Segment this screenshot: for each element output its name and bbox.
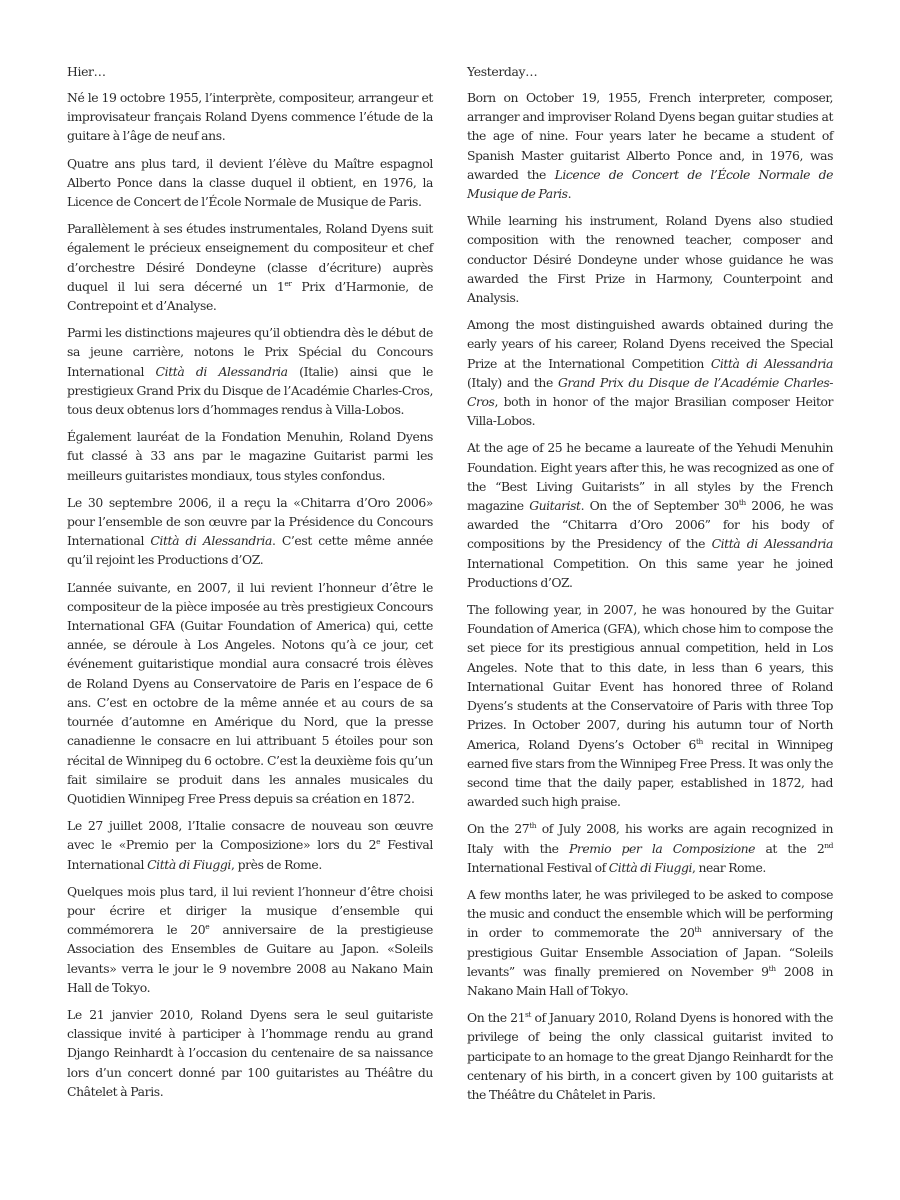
text-run: anniversary of the prestigious Guitar Ensemble Association of Japan. “Soleils levants” was finally premiered on November 9 [467,925,833,979]
text-run: (Italie) ainsi que le prestigieux Grand Prix du Disque de l’Académie Charles-Cros, tous deux obtenus lors d’hommages rendus à Villa-Lobos. [67,363,433,418]
paragraph [67,882,433,997]
italic-text: Città di Alessandria [710,355,833,371]
superscript: e [205,922,210,932]
text-run: anniversaire de la prestigieuse Association des Ensembles de Guitare au Japon. «Soleils levants» verra le jour le 9 novembre 2008 au Nakano Main Hall de Tokyo. [67,922,433,995]
paragraph [467,1008,833,1104]
french-column [67,62,433,1109]
paragraph [467,438,833,592]
text-run: 2008 in Nakano Main Hall of Tokyo. [467,963,833,998]
text-run: Le 27 juillet 2008, l’Italie consacre de nouveau son œuvre avec le «Premio per la Composizione» lors du 2 [67,818,433,853]
text-run: (Italy) and the [467,374,558,390]
superscript: e [376,837,381,847]
text-run: On the 27 [467,821,530,837]
text-run: Prix d’Harmonie, de Contrepoint et d’Analyse. [67,278,433,314]
text-run: of July 2008, his works are again recognized in Italy with the [467,821,833,856]
text-run: , both in honor of the major Brasilian composer Heitor Villa-Lobos. [467,394,833,429]
italic-text: Premio per la Composizione [569,840,756,856]
text-run: . [567,186,572,202]
text-run: recital in Winnipeg earned five stars from the Winnipeg Free Press. It was only the second time that the daily paper, established in 1872, had awarded such high praise. [467,736,833,810]
text-run: Quelques mois plus tard, il lui revient l’honneur d’être choisi pour écrire et diriger la musique d’ensemble qui commémorera le 20 [67,883,433,938]
paragraph [67,816,433,874]
french-heading: Hier… [67,64,106,79]
superscript: er [284,278,292,288]
english-heading: Yesterday… [467,64,538,79]
italic-text: Città di Fiuggi [608,859,692,875]
paragraph [467,315,833,430]
italic-text: Città di Alessandria [155,363,288,379]
text-run: Également lauréat de la Fondation Menuhin, Roland Dyens fut classé à 33 ans par le magazine Guitarist parmi les meilleurs guitaristes mondiaux, tous styles confondus. [67,429,433,483]
paragraph [67,493,433,570]
italic-text: Grand Prix du Disque de l’Académie Charles-Cros [467,374,833,410]
text-run: . C’est cette même année qu’il rejoint les Productions d’OZ. [67,533,433,568]
text-run: A few months later, he was privileged to be asked to compose the music and conduct the ensemble which will be performing in order to commemorate the 20 [467,886,833,941]
superscript: th [529,821,537,831]
text-run: Parmi les distinctions majeures qu’il obtiendra dès le début de sa jeune carrière, notons le Prix Spécial du Concours International [67,325,433,379]
english-column [467,62,833,1112]
text-run: L’année suivante, en 2007, il lui revient l’honneur d’être le compositeur de la pièce imposée au très prestigieux Concours International GFA (Guitar Foundation of America) qui, cette année, se déroule à Los Angeles. Notons qu’à ce jour, cet événement guitaristique mondial aura consacré trois élèves de Roland Dyens au Conservatoire de Paris en l’espace de 6 ans. C’est en octobre de la même année et au cours de sa tournée d’automne en Amérique du Nord, que la presse canadienne le consacre en lui attribuant 5 étoiles pour son récital de Winnipeg du 6 octobre. C’est la deuxième fois qu’un fait similaire se produit dans les annales musicales du Quotidien Winnipeg Free Press depuis sa création en 1872. [67,579,433,806]
paragraph [67,219,433,315]
text-run: Le 30 septembre 2006, il a reçu la «Chitarra d’Oro 2006» pour l’ensemble de son œuvre par la Présidence du Concours International [67,494,433,549]
paragraph [467,88,833,203]
superscript: st [525,1010,531,1020]
paragraph [467,885,833,1000]
text-run: of January 2010, Roland Dyens is honored with the privilege of being the only classical guitarist invited to participate to an homage to the great Django Reinhardt for the centenary of his birth, in a concert given by 100 guitarists at the Théâtre du Châtelet in Paris. [467,1010,833,1102]
italic-text: Città di Alessandria [150,533,272,549]
superscript: th [694,925,702,935]
text-run: 2006, he was awarded the “Chitarra d’Oro 2006” for his body of compositions by the Presidency of the [467,498,833,552]
text-run: at the 2 [755,840,825,856]
text-run: Parallèlement à ses études instrumentales, Roland Dyens suit également le précieux enseignement du compositeur et chef d’orchestre Désiré Dondeyne (classe d’écriture) auprès duquel il lui sera décerné un 1 [67,221,433,294]
superscript: th [768,963,776,973]
text-run: Le 21 janvier 2010, Roland Dyens sera le seul guitariste classique invité à participer à l’hommage rendu au grand Django Reinhardt à l’occasion du centenaire de sa naissance lors d’un concert donné par 100 guitaristes au Théâtre du Châtelet à Paris. [67,1006,433,1099]
text-run: While learning his instrument, Roland Dyens also studied composition with the renowned teacher, composer and conductor Désiré Dondeyne under whose guidance he was awarded the First Prize in Harmony, Counterpoint and Analysis. [467,213,833,306]
text-run: Né le 19 octobre 1955, l’interprète, compositeur, arrangeur et improvisateur français Roland Dyens commence l’étude de la guitare à l’âge de neuf ans. [67,90,433,144]
paragraph [67,427,433,485]
text-run: International Competition. On this same year he joined Productions d’OZ. [467,555,833,590]
paragraph [67,88,433,146]
paragraph [67,578,433,808]
text-run: Among the most distinguished awards obtained during the early years of his career, Roland Dyens received the Special Prize at the International Competition [467,317,833,371]
text-run: Born on October 19, 1955, French interpreter, composer, arranger and improviser Roland Dyens began guitar studies at the age of nine. Four years later he became a student of Spanish Master guitarist Alberto Ponce and, in 1976, was awarded the [467,90,833,182]
italic-text: Licence de Concert de l’École Normale de Musique de Paris [467,166,833,202]
superscript: th [695,736,703,746]
italic-text: Città di Alessandria [711,536,833,552]
french-body [67,88,433,1101]
text-run: Quatre ans plus tard, il devient l’élève du Maître espagnol Alberto Ponce dans la classe duquel il obtient, en 1976, la Licence de Concert de l’École Normale de Musique de Paris. [67,155,433,210]
text-run: International Festival of [467,859,609,875]
text-run: . On the of September 30 [580,498,739,514]
italic-text: Città di Fiuggi [147,856,231,872]
english-body [467,88,833,1104]
superscript: th [738,498,746,508]
text-run: , près de Rome. [231,856,322,872]
paragraph [67,323,433,419]
text-run: On the 21 [467,1010,526,1026]
text-run: , near Rome. [691,859,766,875]
paragraph [67,1005,433,1101]
text-run: Festival International [67,837,433,872]
paragraph [467,211,833,307]
paragraph [67,154,433,212]
text-run: At the age of 25 he became a laureate of the Yehudi Menuhin Foundation. Eight years after this, he was recognized as one of the “Best Living Guitarists” in all styles by the French magazine [467,440,833,514]
italic-text: Guitarist [529,498,581,514]
paragraph [467,819,833,877]
paragraph [467,600,833,811]
text-run: The following year, in 2007, he was honoured by the Guitar Foundation of America (GFA), which chose him to compose the set piece for its prestigious annual competition, held in Los Angeles. Note that to this date, in less than 6 years, this International Guitar Event has honored three of Roland Dyens’s students at the Conservatoire of Paris with three Top Prizes. In October 2007, during his autumn tour of North America, Roland Dyens’s October 6 [467,602,833,752]
superscript: nd [824,840,833,850]
